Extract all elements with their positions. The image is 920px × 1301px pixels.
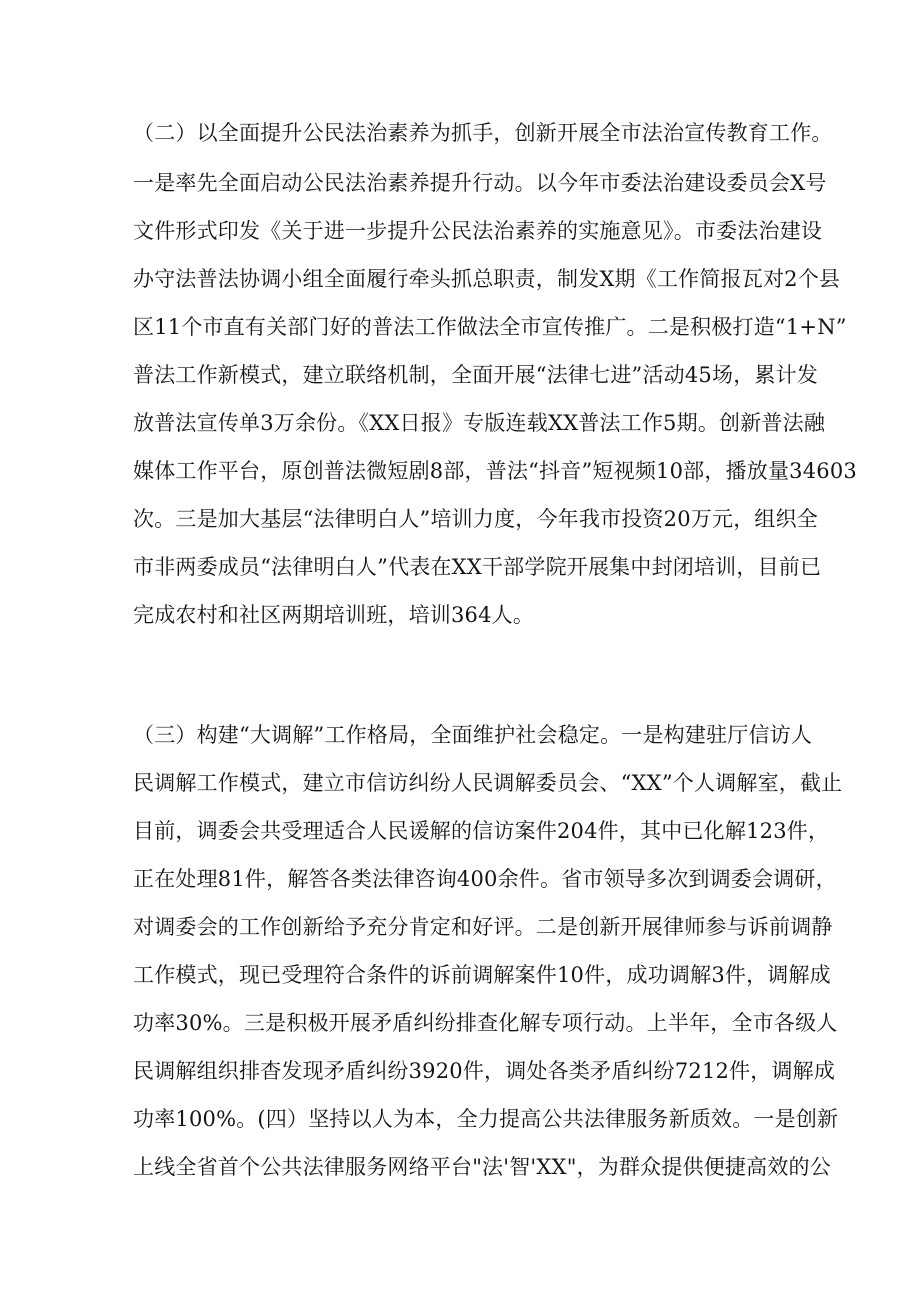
section-3-line-10: 上线全省首个公共法律服务网络平台"法'智'XX"，为群众提供便捷高效的公 xyxy=(133,1155,831,1179)
section-2-line-7: 放普法宣传单3万余份。《XX日报》专版连载XX普法工作5期。创新普法融 xyxy=(133,411,826,435)
section-2-line-3: 文件形式印发《关于进一步提升公民法治素养的实施意见》。市委法治建设 xyxy=(133,219,823,243)
section-2-line-6: 普法工作新模式，建立联络机制，全面开展“法律七进”活动45场，累计发 xyxy=(133,363,818,387)
section-3-line-2: 民调解工作模式，建立市信访纠纷人民调解委员会、“XX”个人调解室，截止 xyxy=(133,771,843,795)
section-3-line-3: 目前，调委会共受理适合人民谖解的信访案件204件，其中已化解123件， xyxy=(133,819,830,843)
section-2-line-10: 市非两委成员“法律明白人”代表在XX干部学院开展集中封闭培训，目前已 xyxy=(133,555,822,579)
section-2-line-4: 办守法普法协调小组全面履行牵头抓总职责，制发X期《工作简报瓦对2个县 xyxy=(133,267,841,291)
section-3-line-6: 工作模式，现已受理符合条件的诉前调解案件10件，成功调解3件，调解成 xyxy=(133,963,831,987)
section-2-line-1: （二）以全面提升公民法治素养为抓手，创新开展全市法治宣传教育工作。 xyxy=(133,121,833,145)
section-3-line-1: （三）构建“大调解”工作格局，全面维护社会稳定。一是构建驻厅信访人 xyxy=(133,723,813,747)
section-2-line-5: 区11个市直有关部门好的普法工作做法全市宣传推广。二是积极打造“1+N” xyxy=(133,315,847,339)
section-2-line-8: 媒体工作平台，原创普法微短剧8部，普法“抖音”短视频10部，播放量34603 xyxy=(133,459,857,483)
section-2-line-9: 次。三是加大基层“法律明白人”培训力度，今年我市投资20万元，组织全 xyxy=(133,507,818,531)
section-2-line-11: 完成农村和社区两期培训班，培训364人。 xyxy=(133,603,535,627)
section-3-line-5: 对调委会的工作创新给予充分肯定和好评。二是创新开展律师参与诉前调静 xyxy=(133,915,833,939)
section-3-line-8: 民调解组织排杳发现矛盾纠纷3920件，调处各类矛盾纠纷7212件，调解成 xyxy=(133,1059,836,1083)
section-2-line-2: 一是率先全面启动公民法治素养提升行动。以今年市委法治建设委员会X号 xyxy=(133,171,827,195)
section-3-line-9: 功率100%。(四）坚持以人为本，全力提高公共法律服务新质效。一是创新 xyxy=(133,1107,839,1131)
section-3-line-7: 功率30%。三是积极开展矛盾纠纷排查化解专项行动。上半年，全市各级人 xyxy=(133,1011,838,1035)
section-3-line-4: 正在处理81件，解答各类法律咨询400余件。省市领导多次到调委会调研， xyxy=(133,867,837,891)
